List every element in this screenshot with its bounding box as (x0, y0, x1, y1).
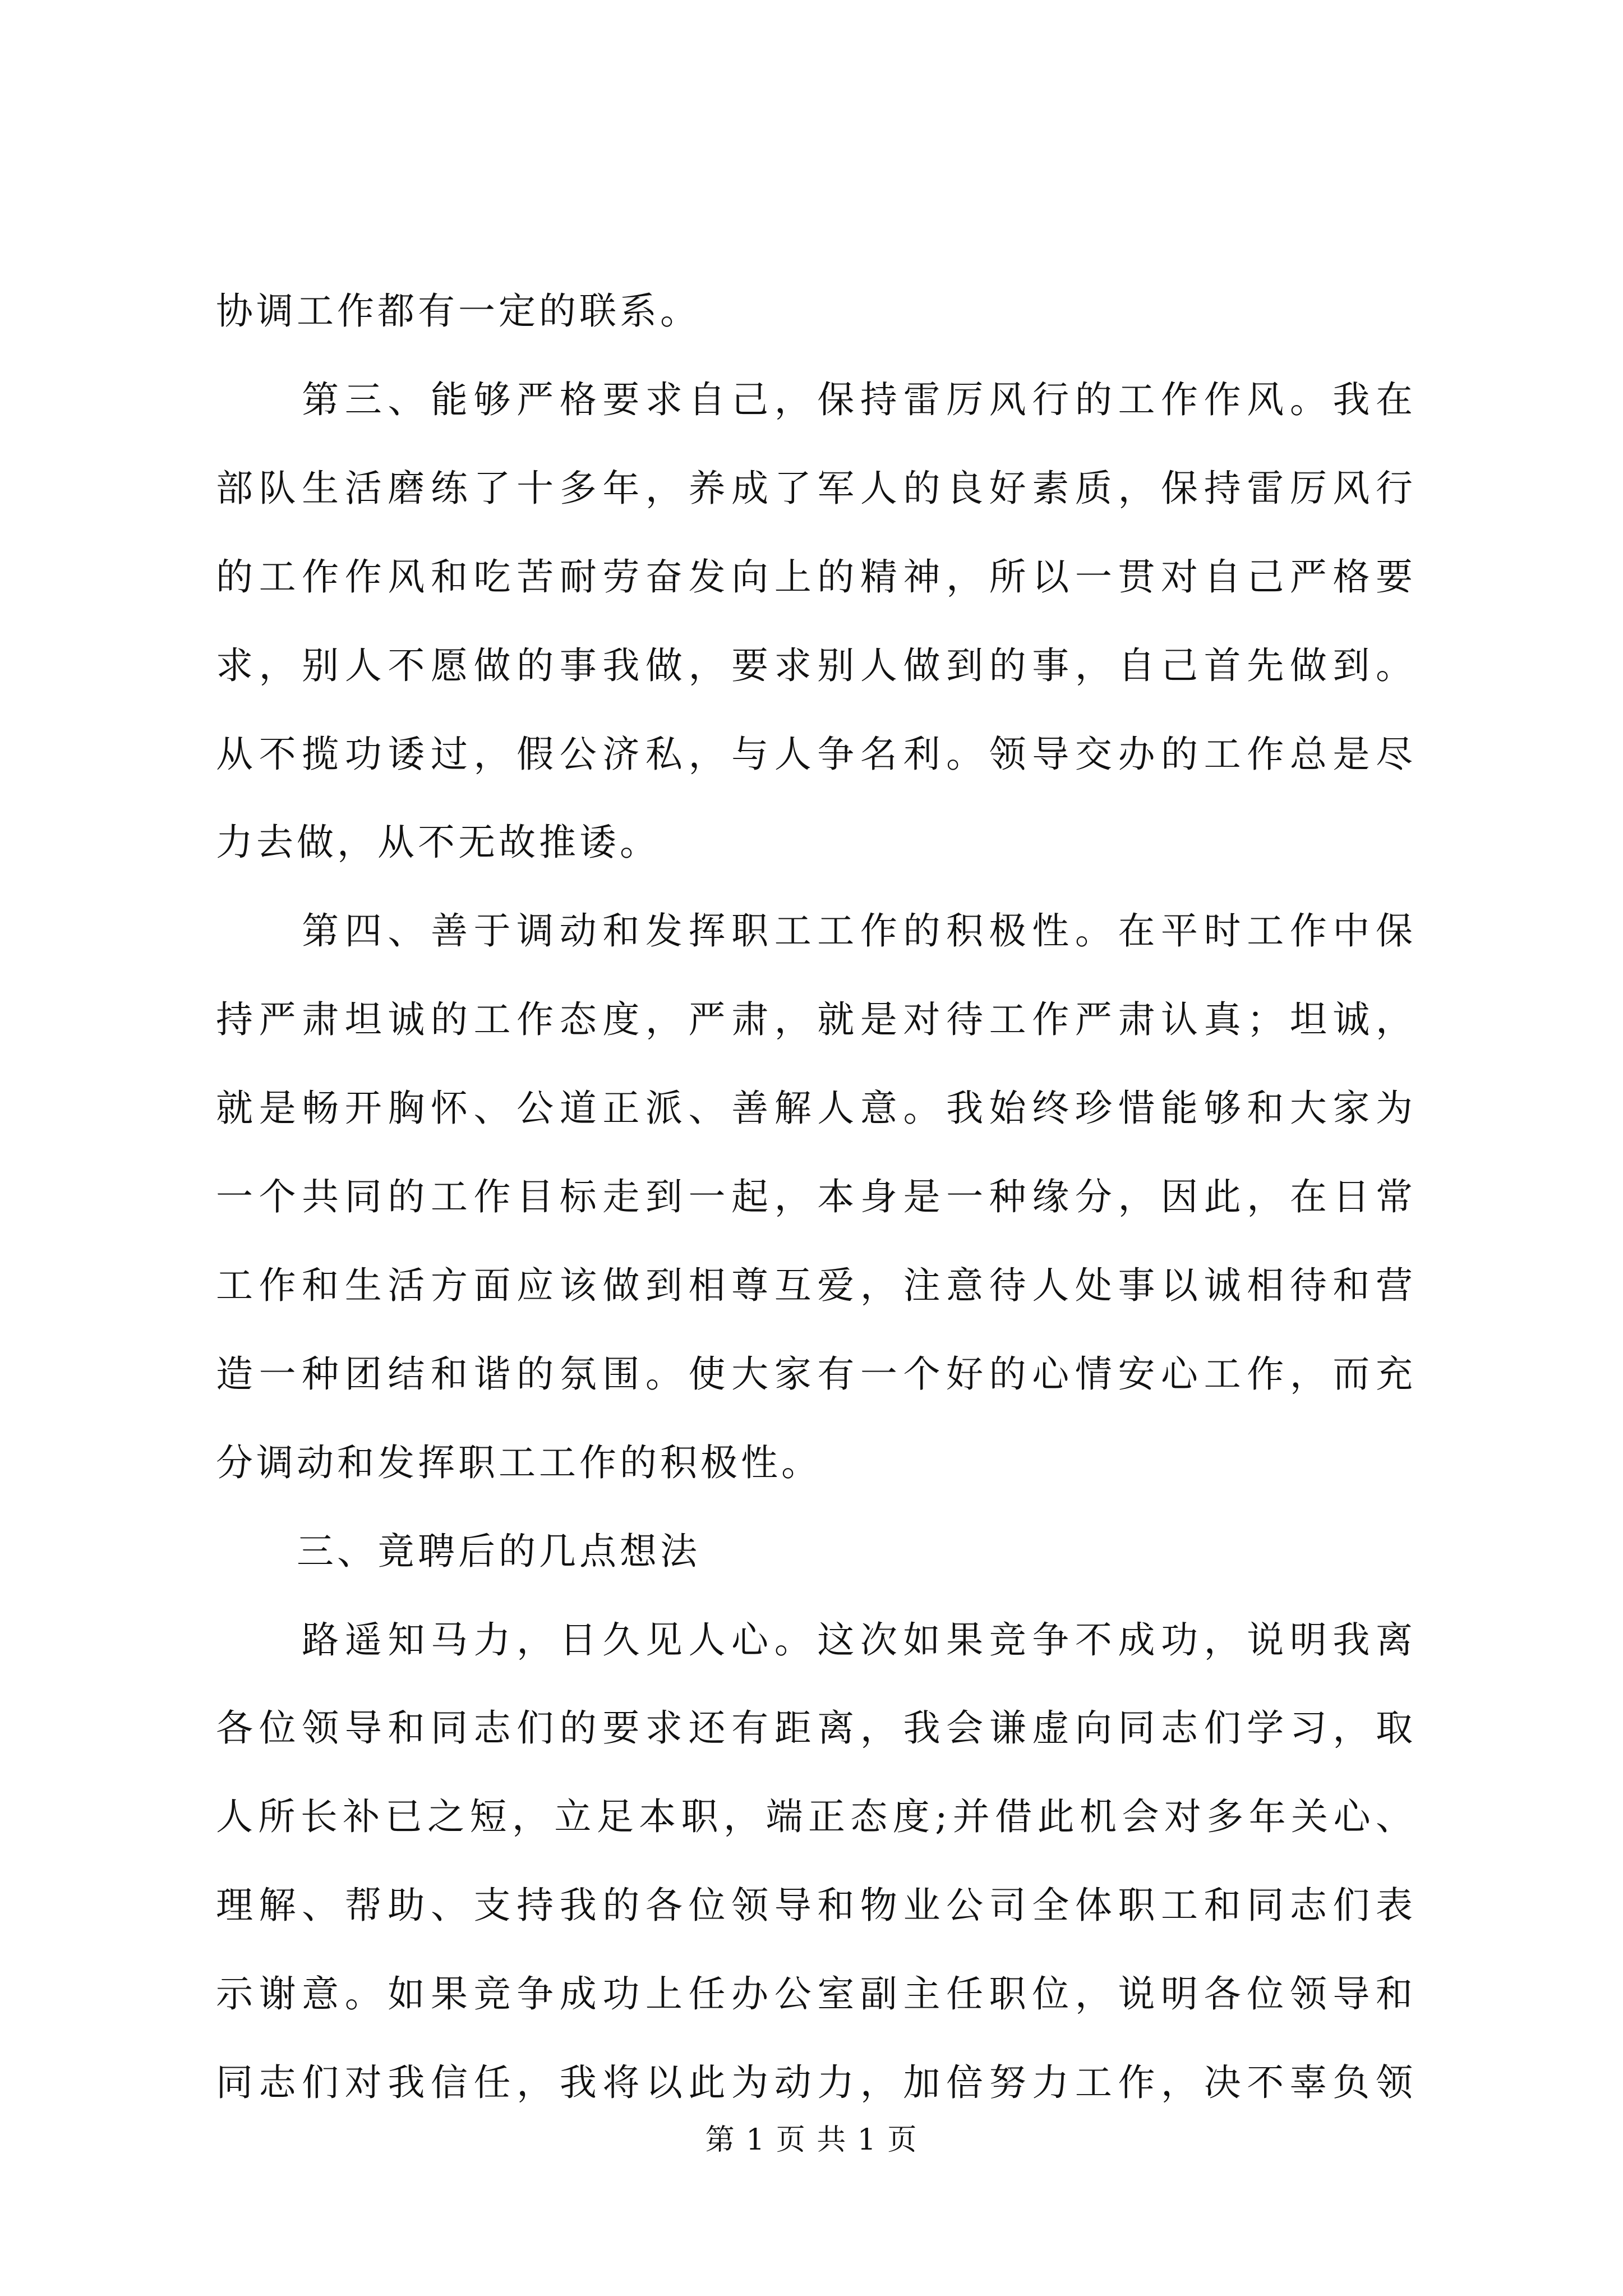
text-line: 第三、能够严格要求自己，保持雷厉风行的工作作风。我在 (216, 378, 1416, 421)
text-line: 从不揽功诿过，假公济私，与人争名利。领导交办的工作总是尽 (216, 733, 1416, 776)
text-line: 持严肃坦诚的工作态度，严肃，就是对待工作严肃认真；坦诚， (216, 998, 1416, 1041)
text-line: 的工作作风和吃苦耐劳奋发向上的精神，所以一贯对自己严格要 (216, 555, 1416, 599)
text-line: 就是畅开胸怀、公道正派、善解人意。我始终珍惜能够和大家为 (216, 1087, 1416, 1130)
text-line: 力去做，从不无故推诿。 (216, 821, 660, 864)
text-line: 第四、善于调动和发挥职工工作的积极性。在平时工作中保 (216, 909, 1416, 953)
section-heading: 三、竟聘后的几点想法 (216, 1530, 700, 1573)
text-line: 协调工作都有一定的联系。 (216, 289, 700, 333)
text-line: 求，别人不愿做的事我做，要求别人做到的事，自己首先做到。 (216, 644, 1416, 687)
text-line: 各位领导和同志们的要求还有距离，我会谦虚向同志们学习，取 (216, 1706, 1416, 1750)
text-line: 工作和生活方面应该做到相尊互爱，注意待人处事以诚相待和营 (216, 1264, 1416, 1307)
text-line: 示谢意。如果竞争成功上任办公室副主任职位，说明各位领导和 (216, 1972, 1416, 2016)
text-line: 部队生活磨练了十多年，养成了军人的良好素质，保持雷厉风行 (216, 467, 1416, 510)
text-line: 一个共同的工作目标走到一起，本身是一种缘分，因此，在日常 (216, 1175, 1416, 1218)
text-line: 造一种团结和谐的氛围。使大家有一个好的心情安心工作，而充 (216, 1352, 1416, 1396)
text-line: 同志们对我信任，我将以此为动力，加倍努力工作，决不辜负领 (216, 2061, 1416, 2104)
text-line: 理解、帮助、支持我的各位领导和物业公司全体职工和同志们表 (216, 1884, 1416, 1927)
page-footer: 第 1 页 共 1 页 (705, 2123, 918, 2157)
text-line: 人所长补已之短，立足本职，端正态度;并借此机会对多年关心、 (216, 1795, 1416, 1838)
text-line: 分调动和发挥职工工作的积极性。 (216, 1441, 822, 1484)
text-line: 路遥知马力，日久见人心。这次如果竞争不成功，说明我离 (216, 1618, 1416, 1662)
